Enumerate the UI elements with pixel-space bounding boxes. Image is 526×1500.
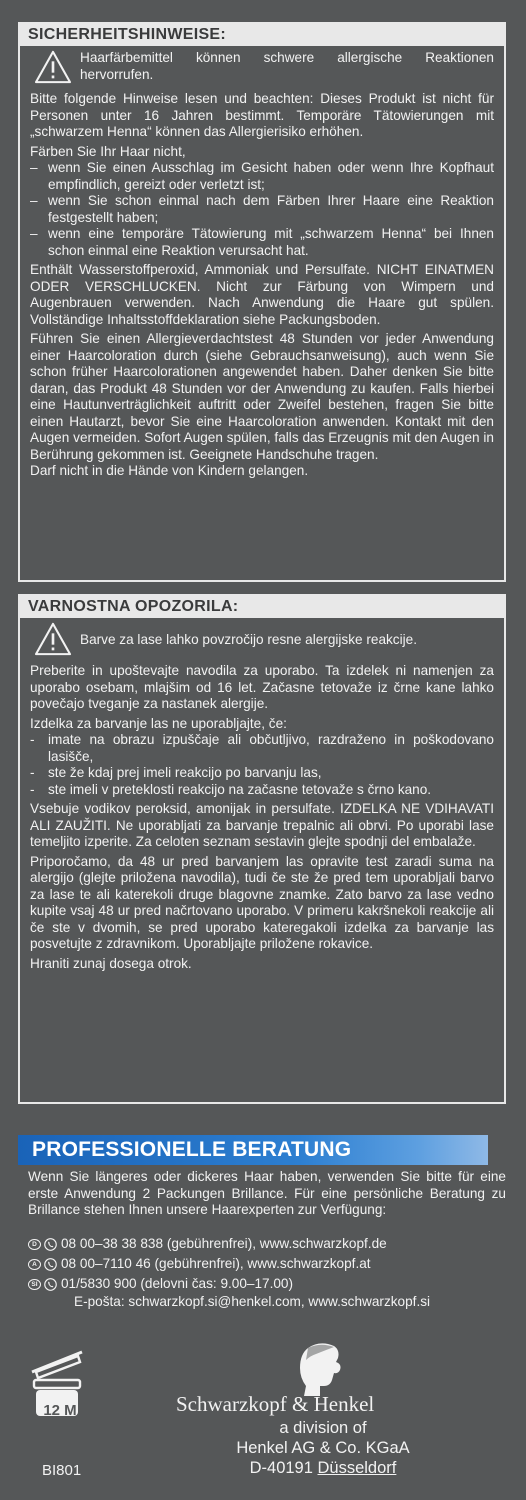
list-item: – wenn Sie schon einmal nach dem Färben Ihrer Haare eine Reaktion festgestellt haben; xyxy=(30,193,494,225)
phone-icon xyxy=(44,1238,57,1251)
address-line xyxy=(176,1458,470,1478)
safety-title-sl: VARNOSTNA OPOZORILA: xyxy=(20,596,504,618)
contact-text: 08 00–7110 46 (gebührenfrei), www.schwarzkopf.at xyxy=(61,1256,371,1271)
brand-name: Schwarzkopf & Henkel xyxy=(176,1392,375,1416)
lead-sl: Izdelka za barvanje las ne uporabljajte, če: xyxy=(30,715,287,731)
product-code: BI801 xyxy=(42,1462,82,1479)
contents-de: Enthält Wasserstoffperoxid, Ammoniak und Persulfate. NICHT EINATMEN ODER VERSCHLUCKEN. Nicht zur Färbung von Wimpern und Augenbrauen verwenden. Nach Anwendung die Haare gut spülen. Vollständige Inhaltsstoffdeklaration siehe Packungsboden. xyxy=(30,262,494,327)
allergy-test-de: Führen Sie einen Allergieverdachtstest 48 Stunden vor jeder Anwendung einer Haarcoloration durch (siehe Gebrauchsanweisung), auch wenn Sie schon früher Haarcolorationen angewendet haben. Daher denken Sie bitte daran, das Produkt 48 Stunden vor der Anwendung zu kaufen. Falls hierbei eine Hautunverträglichkeit auftritt oder Zweifel bestehen, fragen Sie bitte einen Hautarzt, bevor Sie eine Haarcoloration anwenden. Kontakt mit den Augen vermeiden. Sofort Augen spülen, falls das Erzeugnis mit den Augen in Berührung gekommen ist. Geeignete Handschuhe tragen. xyxy=(30,331,494,462)
contact-line-de xyxy=(28,1236,387,1252)
phone-icon xyxy=(44,1278,57,1291)
allergy-test-sl: Priporočamo, da 48 ur pred barvanjem las opravite test zaradi suma na alergijo (glejte priložena navodila), tudi če ste že pred tem uporabljali barvo za lase te ali katerekoli druge blagovne znamke. Zato barvo za lase vedno kupite vsaj 48 ur pred načrtovano uporabo. V primeru kakršnekoli reakcije ali če ste v dvomih, se pred uporabo kateregakoli izdelka za barvanje las posvetujte z zdravnikom. Uporabljajte priložene rokavice. xyxy=(30,853,494,951)
list-item: - ste že kdaj prej imeli reakcijo po barvanju las, xyxy=(30,765,322,780)
warning-text-sl: Barve za lase lahko povzročijo resne alergijske reakcije. xyxy=(80,632,417,647)
advice-banner: PROFESSIONELLE BERATUNG xyxy=(18,1135,488,1165)
safety-panel-de xyxy=(18,22,506,582)
children-note-de: Darf nicht in die Hände von Kindern gelangen. xyxy=(30,463,309,478)
country-badge-icon: A xyxy=(28,1259,41,1270)
email-line: E-pošta: schwarzkopf.si@henkel.com, www.schwarzkopf.si xyxy=(74,1294,431,1309)
contact-text: 01/5830 900 (delovni čas: 9.00–17.00) xyxy=(61,1276,294,1291)
list-item: – wenn eine temporäre Tätowierung mit „schwarzem Henna“ bei Ihnen schon einmal eine Reaktion verursacht hat. xyxy=(30,226,494,258)
lead-de: Färben Sie Ihr Haar nicht, xyxy=(30,143,186,159)
company-name: Henkel AG & Co. KGaA xyxy=(236,1439,410,1457)
country-badge-icon: D xyxy=(28,1239,41,1250)
city: Düsseldorf xyxy=(317,1459,397,1477)
country-badge-icon: SI xyxy=(28,1279,41,1290)
warning-text-de: Haarfärbemittel können schwere allergische Reaktionen hervorrufen. xyxy=(80,50,494,82)
contact-line-at xyxy=(28,1256,371,1272)
contact-line-si xyxy=(28,1276,293,1292)
safety-panel-sl xyxy=(18,594,506,1104)
children-note-sl: Hraniti zunaj dosega otrok. xyxy=(30,955,192,971)
warning-triangle-icon xyxy=(34,50,72,84)
schwarzkopf-head-logo-icon xyxy=(290,1340,354,1398)
contents-sl: Vsebuje vodikov peroksid, amonijak in persulfate. IZDELKA NE VDIHAVATI ALI ZAUŽITI. Ne uporabljati za barvanje trepalnic ali obrvi. Po uporabi lase temeljito izperite. Za celoten seznam sestavin glejte spodnji del embalaže. xyxy=(30,801,494,849)
warning-triangle-icon xyxy=(34,622,72,656)
intro-sl: Preberite in upoštevajte navodila za uporabo. Ta izdelek ni namenjen za uporabo osebam, mlajšim od 16 let. Začasne tetovaže iz črne kane lahko povečajo tveganje za nastanek alergije. xyxy=(30,663,494,711)
contact-text: 08 00–38 38 838 (gebührenfrei), www.schwarzkopf.de xyxy=(61,1236,387,1251)
pao-label: 12 M xyxy=(43,1402,77,1419)
company-address xyxy=(176,1418,470,1478)
postal-code: D-40191 xyxy=(249,1459,313,1477)
list-item: – wenn Sie einen Ausschlag im Gesicht haben oder wenn Ihre Kopfhaut empfindlich, gereizt oder verletzt ist; xyxy=(30,160,494,192)
division-text: a division of xyxy=(279,1419,367,1437)
list-item: - ste imeli v preteklosti reakcijo na začasne tetovaže s črno kano. xyxy=(30,781,432,797)
safety-title-de: SICHERHEITSHINWEISE: xyxy=(20,24,504,46)
advice-text: Wenn Sie längeres oder dickeres Haar haben, verwenden Sie bitte für eine erste Anwendung 2 Packungen Brillance. Für eine persönliche Beratung zu Brillance stehen Ihnen unsere Haarexperten zur Verfügung: xyxy=(28,1169,506,1217)
intro-de: Bitte folgende Hinweise lesen und beachten: Dieses Produkt ist nicht für Personen unter 16 Jahren bestimmt. Temporäre Tätowierungen mit „schwarzem Henna“ können das Allergierisiko erhöhen. xyxy=(30,91,494,139)
list-item: - imate na obrazu izpuščaje ali občutljivo, razdraženo in poškodovano lasišče, xyxy=(30,732,494,764)
phone-icon xyxy=(44,1258,57,1271)
